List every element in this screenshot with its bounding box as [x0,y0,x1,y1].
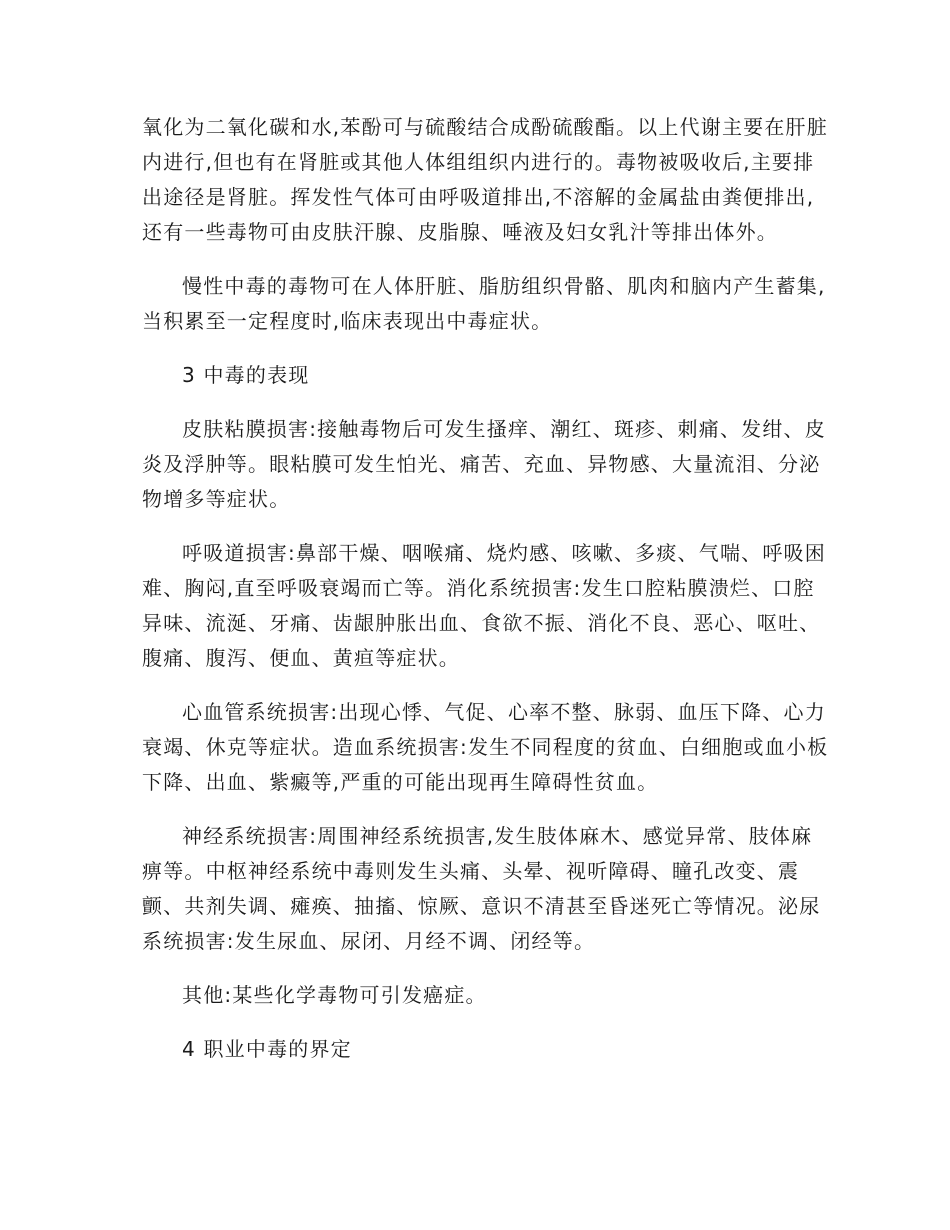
paragraph-other: 其他:某些化学毒物可引发癌症。 [182,983,487,1007]
paragraph-skin-mucosa: 皮肤粘膜损害:接触毒物后可发生搔痒、潮红、斑疹、刺痛、发绀、皮炎及浮肿等。眼粘膜可发生怕光、痛苦、充血、异物感、大量流泪、分泌物增多等症状。 [142,417,826,511]
paragraph-nervous-urinary: 神经系统损害:周围神经系统损害,发生肢体麻木、感觉异常、肢体麻痹等。中枢神经系统中毒则发生头痛、头晕、视听障碍、瞳孔改变、震颤、共剂失调、瘫痪、抽搐、惊厥、意识不清甚至昏迷死亡等情况。泌尿系统损害:发生尿血、尿闭、月经不调、闭经等。 [142,824,821,953]
paragraph-respiratory-digestive: 呼吸道损害:鼻部干燥、咽喉痛、烧灼感、咳嗽、多痰、气喘、呼吸困难、胸闷,直至呼吸衰竭而亡等。消化系统损害:发生口腔粘膜溃烂、口腔异味、流涎、牙痛、齿龈肿胀出血、食欲不振、消化不良、恶心、呕吐、腹痛、腹泻、便血、黄疸等症状。 [142,541,826,670]
paragraph-chronic-poisoning: 慢性中毒的毒物可在人体肝脏、脂肪组织骨骼、肌肉和脑内产生蓄集,当积累至一定程度时,临床表现出中毒症状。 [142,274,826,333]
paragraph-metabolism-excretion: 氧化为二氧化碳和水,苯酚可与硫酸结合成酚硫酸酯。以上代谢主要在肝脏内进行,但也有在肾脏或其他人体组组织内进行的。毒物被吸收后,主要排出途径是肾脏。挥发性气体可由呼吸道排出,不溶解的金属盐由粪便排出,还有一些毒物可由皮肤汗腺、皮脂腺、唾液及妇女乳汁等排出体外。 [142,115,828,244]
paragraph-cardiovascular-blood: 心血管系统损害:出现心悸、气促、心率不整、脉弱、血压下降、心力衰竭、休克等症状。造血系统损害:发生不同程度的贫血、白细胞或血小板下降、出血、紫癜等,严重的可能出现再生障碍性贫血。 [142,700,829,794]
section-heading-4: 4 职业中毒的界定 [182,1037,352,1061]
section-heading-3: 3 中毒的表现 [182,363,310,387]
